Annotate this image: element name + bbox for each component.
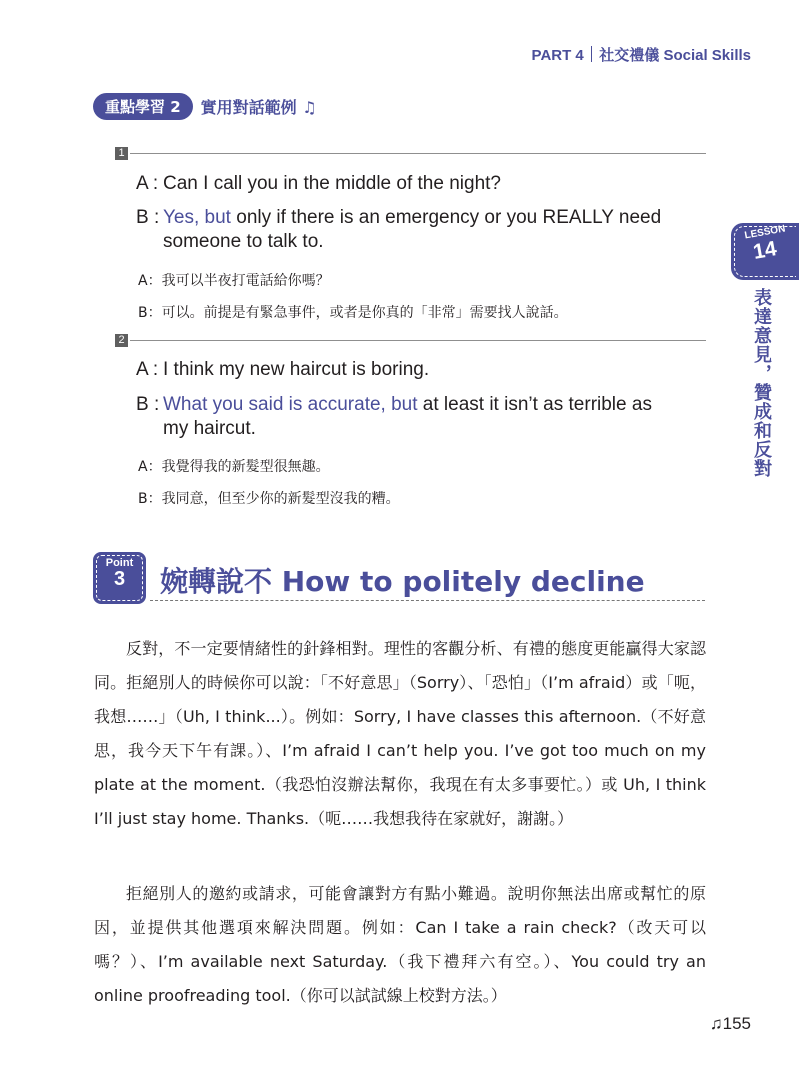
english-line-continued: someone to talk to. — [163, 231, 324, 252]
header-divider — [591, 46, 593, 62]
dialogue-divider — [130, 153, 706, 154]
body-paragraph — [94, 632, 706, 836]
paragraph-text: 拒絕別人的邀約或請求，可能會讓對方有點小難過。說明你無法出席或幫忙的原因，並提供其他選項來解決問題。例如：Can I take a rain check?（改天可以嗎？）、I’m available next Saturday.（我下禮拜六有空。）、You could try an online proofreading tool.（你可以試試線上校對方法。） — [94, 884, 706, 1005]
section-heading — [93, 93, 317, 120]
translation-line: B：我同意，但至少你的新髮型沒我的糟。 — [138, 491, 400, 507]
point-title: 婉轉說不 How to politely decline — [160, 565, 645, 598]
running-header — [532, 44, 751, 65]
highlight-phrase: Yes, but — [163, 207, 231, 228]
section-badge: 重點學習 2 — [93, 93, 193, 120]
part-label: PART 4 — [531, 47, 584, 64]
lesson-number: 14 — [751, 237, 779, 264]
highlight-phrase: What you said is accurate, but — [163, 394, 418, 415]
english-line: I think my new haircut is boring. — [163, 359, 430, 380]
body-paragraph — [94, 877, 706, 1013]
page-number: ♫155 — [709, 1014, 751, 1033]
dialogue-line-b — [136, 393, 696, 441]
english-line: only if there is an emergency or you REALLY need — [230, 207, 662, 228]
dialogue-line-a — [136, 358, 696, 382]
dialogue-number-box: 1 — [115, 147, 128, 160]
speaker-label: A : — [136, 173, 159, 194]
english-line: at least it isn’t as terrible as — [417, 394, 652, 415]
lesson-label: LESSON — [743, 223, 787, 242]
speaker-label: B : — [136, 394, 160, 415]
dialogue-line-a — [136, 172, 696, 196]
point-label: Point — [105, 557, 134, 569]
translation-line: A：我覺得我的新髮型很無趣。 — [138, 459, 330, 475]
speaker-label: B : — [136, 207, 160, 228]
translation-line: B：可以。前提是有緊急事件，或者是你真的「非常」需要找人說話。 — [138, 305, 568, 321]
section-title: 實用對話範例 ♫ — [200, 98, 317, 117]
point-number: 3 — [113, 568, 126, 590]
translation-line: A：我可以半夜打電話給你嗎？ — [138, 273, 330, 289]
chapter-title: 社交禮儀 Social Skills — [599, 47, 751, 64]
dialogue-divider — [130, 340, 706, 341]
lesson-tab — [731, 223, 799, 280]
dialogue-number-box: 2 — [115, 334, 128, 347]
english-line-continued: my haircut. — [163, 418, 256, 439]
dialogue-line-b — [136, 206, 696, 254]
lesson-vertical-title: 表達意見，贊成和反對 — [751, 288, 772, 478]
english-line: Can I call you in the middle of the night? — [163, 173, 501, 194]
point-dashed-divider — [150, 600, 705, 601]
paragraph-text: 反對，不一定要情緒性的針鋒相對。理性的客觀分析、有禮的態度更能贏得大家認同。拒絕別人的時候你可以說：「不好意思」（Sorry）、「恐怕」（I’m afraid）或「呃，我想……」（Uh, I think...）。例如：Sorry, I have classes this afternoon.（不好意思，我今天下午有課。）、I’m afraid I can’t help you. I’ve got too much on my plate at the moment.（我恐怕沒辦法幫你，我現在有太多事要忙。）或 Uh, I think I’ll just stay home. Thanks.（呃……我想我待在家就好，謝謝。） — [94, 639, 706, 828]
point-badge — [93, 552, 146, 604]
speaker-label: A : — [136, 359, 159, 380]
